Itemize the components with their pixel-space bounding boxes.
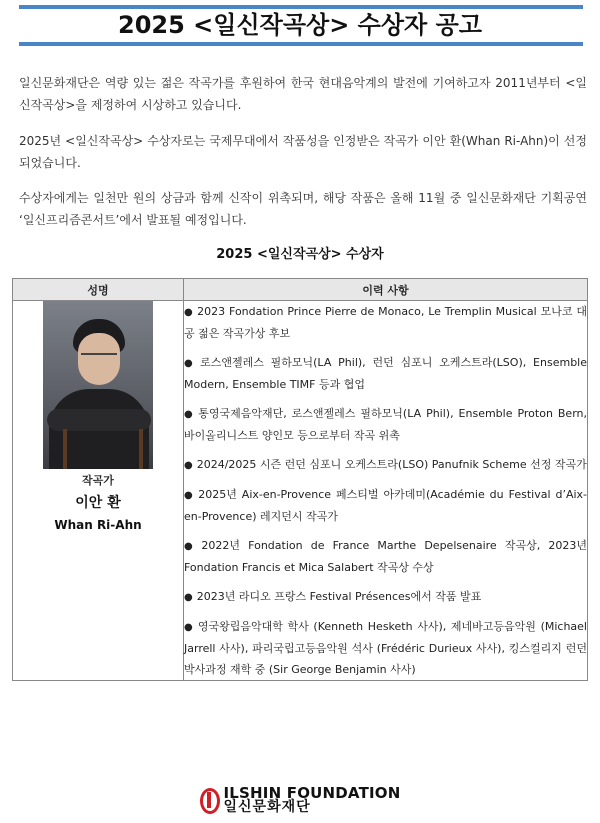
header-name: 성명 xyxy=(13,279,184,301)
bullet-icon: ● xyxy=(184,358,197,369)
page-title: 2025 <일신작곡상> 수상자 공고 xyxy=(118,11,482,39)
winner-role: 작곡가 xyxy=(82,474,114,487)
winner-name-english: Whan Ri-Ahn xyxy=(54,518,142,532)
winner-cell xyxy=(13,301,184,681)
list-item: ● 2022년 Fondation de France Marthe Depelsenaire 작곡상, 2023년 Fondation Francis et Mica Salabert 작곡상 수상 xyxy=(184,539,587,574)
bullet-icon: ● xyxy=(184,592,193,603)
bullet-icon: ● xyxy=(184,409,195,420)
logo-text xyxy=(224,786,401,814)
list-item: ● 영국왕립음악대학 학사 (Kenneth Hesketh 사사), 제네바고등음악원 (Michael Jarrell 사사), 파리국립고등음악원 석사 (Frédéric Durieux 사사), 킹스컬리지 런던 박사과정 재학 중 (Sir George Benjamin 사사) xyxy=(184,620,587,676)
bullet-icon: ● xyxy=(184,490,195,501)
composer-portrait-icon xyxy=(43,301,153,469)
header-history: 이력 사항 xyxy=(184,279,588,301)
list-item: ● 2023년 라디오 프랑스 Festival Présences에서 작품 발표 xyxy=(184,590,482,603)
table-header-row xyxy=(13,279,588,301)
list-item: ● 2025년 Aix-en-Provence 페스티벌 아카데미(Académie du Festival d’Aix-en-Provence) 레지던시 작곡가 xyxy=(184,488,587,523)
list-item: ● 로스앤젤레스 필하모닉(LA Phil), 런던 심포니 오케스트라(LSO), Ensemble Modern, Ensemble TIMF 등과 협업 xyxy=(184,356,587,391)
list-item: ● 2024/2025 시즌 런던 심포니 오케스트라(LSO) Panufnik Scheme 선정 작곡가 xyxy=(184,458,587,471)
bullet-icon: ● xyxy=(184,622,194,633)
list-item: ● 통영국제음악재단, 로스앤젤레스 필하모닉(LA Phil), Ensemble Proton Bern, 바이올리니스트 양인모 등으로부터 작곡 위촉 xyxy=(184,407,587,442)
list-item: ● 2023 Fondation Prince Pierre de Monaco, Le Tremplin Musical 모나코 대공 젊은 작곡가상 후보 xyxy=(184,305,587,340)
table-subtitle: 2025 <일신작곡상> 수상자 xyxy=(216,247,384,262)
foundation-logo xyxy=(0,786,600,814)
bullet-icon: ● xyxy=(184,541,198,552)
bullet-icon: ● xyxy=(184,307,194,318)
bullet-icon: ● xyxy=(184,460,193,471)
history-cell xyxy=(184,301,588,681)
winner-name-korean: 이안 환 xyxy=(75,495,121,511)
table-row xyxy=(13,301,588,681)
intro-paragraph-2: 2025년 <일신작곡상> 수상자로는 국제무대에서 작품성을 인정받은 작곡가 이안 환(Whan Ri-Ahn)이 선정되었습니다. xyxy=(19,134,587,170)
intro-paragraph-1: 일신문화재단은 역량 있는 젊은 작곡가를 후원하여 한국 현대음악계의 발전에 기여하고자 2011년부터 <일신작곡상>을 제정하여 시상하고 있습니다. xyxy=(19,76,587,112)
intro-paragraph-3: 수상자에게는 일천만 원의 상금과 함께 신작이 위촉되며, 해당 작품은 올해 11월 중 일신문화재단 기획공연 ‘일신프리즘콘서트’에서 발표될 예정입니다. xyxy=(19,191,587,227)
logo-text-korean: 일신문화재단 xyxy=(223,799,311,815)
logo-text-english: ILSHIN FOUNDATION xyxy=(223,784,401,802)
ilshin-logo-mark-icon xyxy=(200,788,218,812)
awards-table xyxy=(12,278,588,681)
title-rule-bottom xyxy=(19,42,583,46)
